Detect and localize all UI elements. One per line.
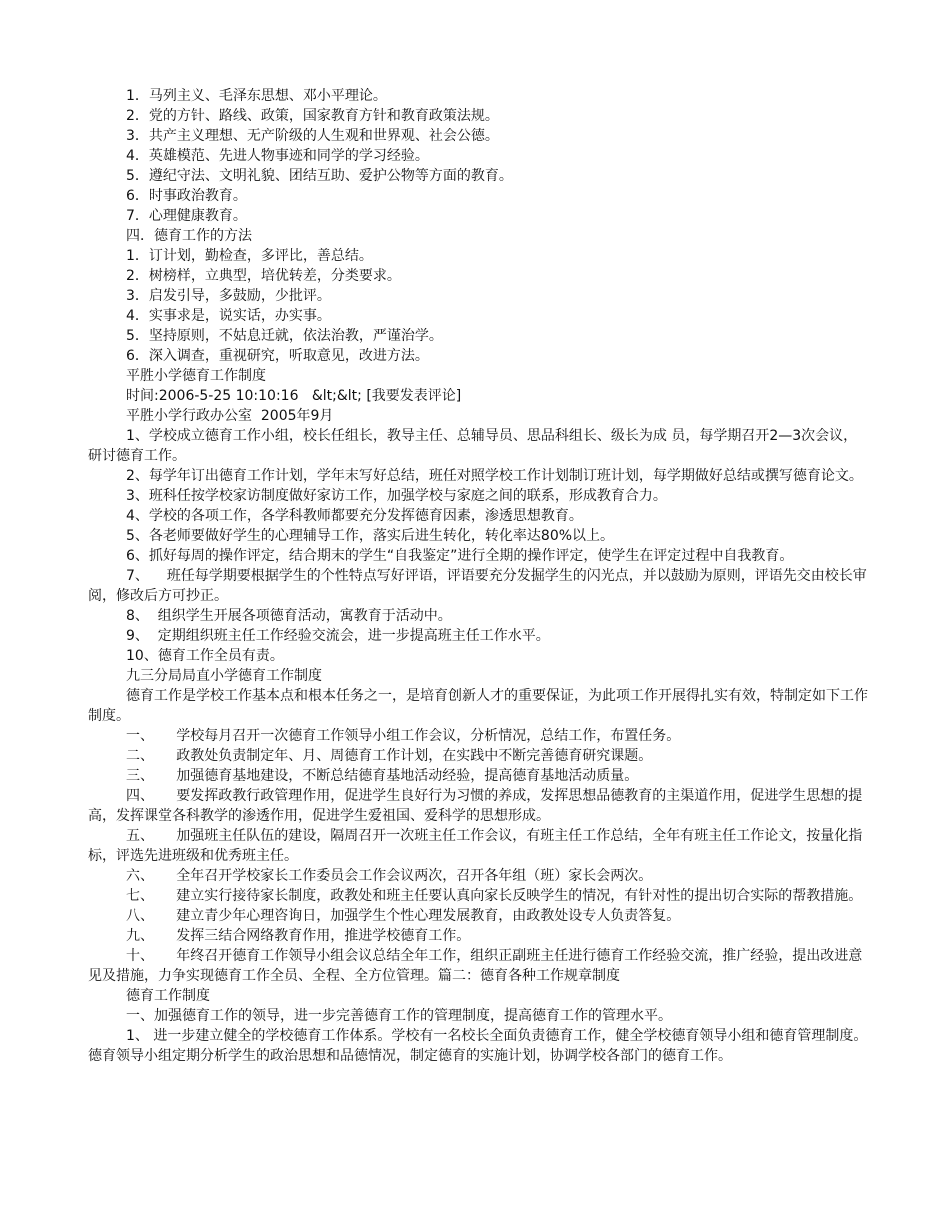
paragraph: 9、 定期组织班主任工作经验交流会，进一步提高班主任工作水平。	[126, 628, 550, 644]
list-item: 6．深入调查，重视研究，听取意见，改进方法。	[126, 348, 429, 364]
paragraph: 德育工作是学校工作基本点和根本任务之一，是培育创新人才的重要保证，为此项工作开展得扎实有效，特制定如下工作制度。	[88, 688, 868, 724]
article-title: 平胜小学德育工作制度	[126, 368, 266, 384]
document-body	[88, 86, 868, 1066]
list-item: 5．遵纪守法、文明礼貌、团结互助、爱护公物等方面的教育。	[126, 168, 513, 184]
paragraph: 5、各老师要做好学生的心理辅导工作，落实后进生转化，转化率达80%以上。	[126, 528, 615, 544]
paragraph: 四、 要发挥政教行政管理作用，促进学生良好行为习惯的养成，发挥思想品德教育的主渠道作用，促进学生思想的提高，发挥课堂各科教学的渗透作用，促进学生爱祖国、爱科学的思想形成。	[88, 788, 863, 824]
list-item: 1．马列主义、毛泽东思想、邓小平理论。	[126, 88, 387, 104]
paragraph: 七、 建立实行接待家长制度，政教处和班主任要认真向家长反映学生的情况，有针对性的提出切合实际的帮教措施。	[126, 888, 863, 904]
article-title: 九三分局局直小学德育工作制度	[126, 668, 322, 684]
paragraph: 7、 班任每学期要根据学生的个性特点写好评语，评语要充分发掘学生的闪光点，并以鼓励为原则，评语先交由校长审阅，修改后方可抄正。	[88, 568, 867, 604]
paragraph: 五、 加强班主任队伍的建设，隔周召开一次班主任工作会议，有班主任工作总结，全年有班主任工作论文，按量化指标，评选先进班级和优秀班主任。	[88, 828, 863, 864]
list-item: 2．树榜样，立典型，培优转差，分类要求。	[126, 268, 401, 284]
list-item: 7．心理健康教育。	[126, 208, 247, 224]
paragraph: 八、 建立青少年心理咨询日，加强学生个性心理发展教育，由政教处设专人负责答复。	[126, 908, 681, 924]
paragraph: 6、抓好每周的操作评定，结合期末的学生“自我鉴定”进行全期的操作评定，使学生在评定过程中自我教育。	[126, 548, 794, 564]
paragraph: 一、 学校每月召开一次德育工作领导小组工作会议，分析情况，总结工作，布置任务。	[126, 728, 681, 744]
paragraph: 2、每学年订出德育工作计划，学年末写好总结，班任对照学校工作计划制订班计划，每学期做好总结或撰写德育论文。	[126, 468, 863, 484]
paragraph: 三、 加强德育基地建设，不断总结德育基地活动经验，提高德育基地活动质量。	[126, 768, 639, 784]
paragraph: 十、 年终召开德育工作领导小组会议总结全年工作，组织正副班主任进行德育工作经验交流，推广经验，提出改进意见及措施，力争实现德育工作全员、全程、全方位管理。篇二：德育各种工作规章制度	[88, 948, 863, 984]
paragraph: 3、班科任按学校家访制度做好家访工作，加强学校与家庭之间的联系，形成教育合力。	[126, 488, 667, 504]
paragraph: 10、德育工作全员有责。	[126, 648, 284, 664]
paragraph: 一、加强德育工作的领导，进一步完善德育工作的管理制度，提高德育工作的管理水平。	[126, 1008, 672, 1024]
paragraph: 4、学校的各项工作，各学科教师都要充分发挥德育因素，渗透思想教育。	[126, 508, 583, 524]
list-item: 3．共产主义理想、无产阶级的人生观和世界观、社会公德。	[126, 128, 499, 144]
paragraph: 1、 进一步建立健全的学校德育工作体系。学校有一名校长全面负责德育工作，健全学校德育领导小组和德育管理制度。德育领导小组定期分析学生的政治思想和品德情况，制定德育的实施计划，协调学校各部门的德育工作。	[88, 1028, 868, 1064]
paragraph: 8、 组织学生开展各项德育活动，寓教育于活动中。	[126, 608, 452, 624]
list-item: 5．坚持原则，不姑息迁就，依法治教，严谨治学。	[126, 328, 443, 344]
list-item: 3．启发引导，多鼓励，少批评。	[126, 288, 331, 304]
paragraph: 1、学校成立德育工作小组，校长任组长，教导主任、总辅导员、思品科组长、级长为成 员，每学期召开2—3次会议，研讨德育工作。	[88, 428, 858, 464]
section-heading: 四．德育工作的方法	[126, 228, 252, 244]
list-item: 4．英雄模范、先进人物事迹和同学的学习经验。	[126, 148, 429, 164]
list-item: 1．订计划，勤检查，多评比，善总结。	[126, 248, 373, 264]
list-item: 6．时事政治教育。	[126, 188, 247, 204]
section-heading: 德育工作制度	[126, 988, 210, 1004]
paragraph: 六、 全年召开学校家长工作委员会工作会议两次，召开各年组（班）家长会两次。	[126, 868, 653, 884]
paragraph: 二、 政教处负责制定年、月、周德育工作计划，在实践中不断完善德育研究课题。	[126, 748, 653, 764]
list-item: 2．党的方针、路线、政策，国家教育方针和教育政策法规。	[126, 108, 499, 124]
article-meta: 时间:2006-5-25 10:10:16 &lt;&lt; [我要发表评论]	[126, 388, 462, 404]
paragraph: 九、 发挥三结合网络教育作用，推进学校德育工作。	[126, 928, 471, 944]
article-source: 平胜小学行政办公室 2005年9月	[126, 408, 334, 424]
list-item: 4．实事求是，说实话，办实事。	[126, 308, 331, 324]
